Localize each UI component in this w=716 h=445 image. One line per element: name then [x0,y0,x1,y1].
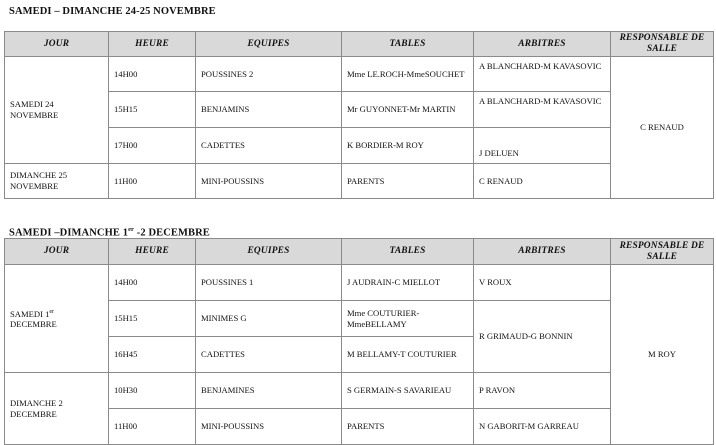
day-cell: DIMANCHE 2 DECEMBRE [5,373,109,445]
schedule-table-november [4,31,714,199]
team-cell: BENJAMINES [196,373,342,409]
day-text: DECEMBRE [10,319,57,330]
tables-cell: K BORDIER-M ROY [342,128,474,164]
hall-manager-cell: M ROY [611,265,714,445]
team-cell: POUSSINES 2 [196,57,342,92]
header-jour: JOUR [5,32,109,57]
header-heure: HEURE [109,32,196,57]
referee-cell: P RAVON [474,373,611,409]
team-cell: CADETTES [196,337,342,373]
header-heure: HEURE [109,239,196,265]
team-cell: CADETTES [196,128,342,164]
tables-cell: Mme COUTURIER-MmeBELLAMY [342,301,474,337]
day-cell: DIMANCHE 25 NOVEMBRE [5,164,109,199]
table-row [5,409,714,445]
team-cell: MINI-POUSSINS [196,164,342,199]
referee-cell: J DELUEN [474,128,611,164]
referee-cell: A BLANCHARD-M KAVASOVIC [474,57,611,92]
time-cell: 14H00 [109,57,196,92]
team-cell: MINI-POUSSINS [196,409,342,445]
tables-cell: PARENTS [342,409,474,445]
referee-cell: V ROUX [474,265,611,301]
time-cell: 10H30 [109,373,196,409]
time-cell: 15H15 [109,92,196,128]
time-cell: 11H00 [109,409,196,445]
section-title-text: -2 DECEMBRE [134,227,210,239]
referee-cell: C RENAUD [474,164,611,199]
tables-cell: J AUDRAIN-C MIELLOT [342,265,474,301]
day-cell: SAMEDI 24 NOVEMBRE [5,57,109,164]
time-cell: 16H45 [109,337,196,373]
table-row [5,128,714,164]
section-title-november: SAMEDI – DIMANCHE 24-25 NOVEMBRE [9,6,216,17]
table-header-row [5,239,714,265]
header-equipes: EQUIPES [196,239,342,265]
team-cell: POUSSINES 1 [196,265,342,301]
table-row [5,265,714,301]
day-sup: er [49,308,55,315]
section-title-text: SAMEDI –DIMANCHE 1 [9,227,129,239]
tables-cell: M BELLAMY-T COUTURIER [342,337,474,373]
section-title-december [9,226,210,239]
header-responsable: RESPONSABLE DE SALLE [611,32,714,57]
table-row [5,373,714,409]
header-tables: TABLES [342,32,474,57]
table-row [5,164,714,199]
schedule-table-december [4,238,714,445]
table-row [5,301,714,337]
referee-cell: R GRIMAUD-G BONNIN [474,301,611,373]
hall-manager-cell: C RENAUD [611,57,714,199]
team-cell: BENJAMINS [196,92,342,128]
time-cell: 15H15 [109,301,196,337]
table-header-row [5,32,714,57]
table-row [5,57,714,92]
header-equipes: EQUIPES [196,32,342,57]
time-cell: 17H00 [109,128,196,164]
referee-cell: N GABORIT-M GARREAU [474,409,611,445]
table-row [5,92,714,128]
time-cell: 11H00 [109,164,196,199]
header-arbitres: ARBITRES [474,32,611,57]
header-arbitres: ARBITRES [474,239,611,265]
tables-cell: Mr GUYONNET-Mr MARTIN [342,92,474,128]
tables-cell: Mme LE.ROCH-MmeSOUCHET [342,57,474,92]
referee-cell: A BLANCHARD-M KAVASOVIC [474,92,611,128]
day-text: SAMEDI 1 [10,308,50,319]
time-cell: 14H00 [109,265,196,301]
header-tables: TABLES [342,239,474,265]
header-jour: JOUR [5,239,109,265]
section-title-sup: er [128,226,135,233]
team-cell: MINIMES G [196,301,342,337]
day-cell [5,265,109,373]
tables-cell: PARENTS [342,164,474,199]
header-responsable: RESPONSABLE DE SALLE [611,239,714,265]
tables-cell: S GERMAIN-S SAVARIEAU [342,373,474,409]
